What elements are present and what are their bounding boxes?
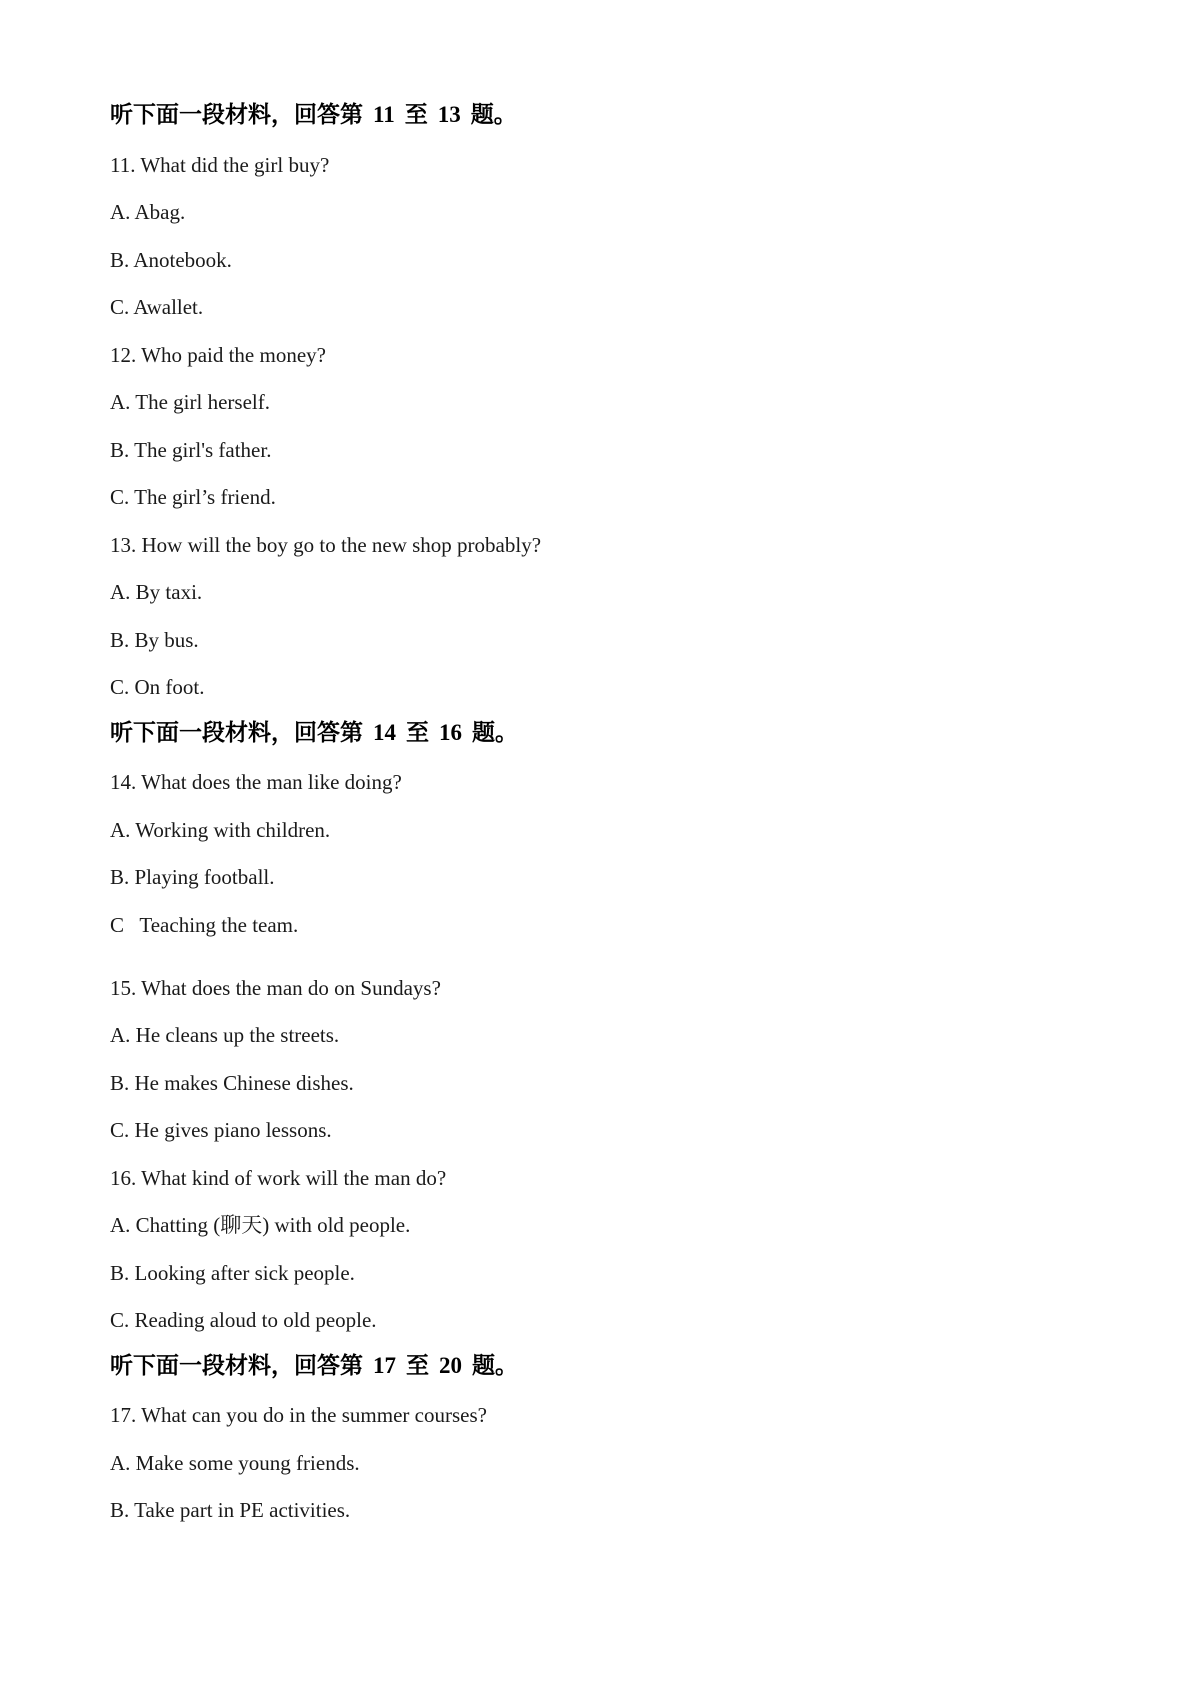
question-text: 15. What does the man do on Sundays? (110, 976, 441, 1000)
option-text: A. He cleans up the streets. (110, 1023, 340, 1047)
option-text: C. He gives piano lessons. (110, 1118, 332, 1142)
section-heading: 听下面一段材料，回答第 17 至 20 题。 (110, 1353, 518, 1378)
section-heading: 听下面一段材料，回答第 14 至 16 题。 (110, 720, 518, 745)
option-text: B. By bus. (110, 628, 199, 652)
option-text: B. He makes Chinese dishes. (110, 1071, 354, 1095)
question-text: 11. What did the girl buy? (110, 153, 330, 177)
option-text: C. The girl’s friend. (110, 485, 276, 509)
option-text: C. On foot. (110, 675, 205, 699)
option-text: C. Awallet. (110, 295, 204, 319)
question-text: 17. What can you do in the summer courses? (110, 1403, 487, 1427)
option-text: B. Anotebook. (110, 248, 232, 272)
option-text: A. Abag. (110, 200, 186, 224)
option-text: C. Reading aloud to old people. (110, 1308, 377, 1332)
option-text: B. Playing football. (110, 865, 275, 889)
option-text: A. Make some young friends. (110, 1451, 360, 1475)
option-text: B. Take part in PE activities. (110, 1498, 351, 1522)
question-text: 12. Who paid the money? (110, 343, 326, 367)
option-text: A. Chatting (聊天) with old people. (110, 1213, 411, 1237)
option-text: A. By taxi. (110, 580, 203, 604)
section-heading: 听下面一段材料，回答第 11 至 13 题。 (110, 102, 517, 127)
question-text: 16. What kind of work will the man do? (110, 1166, 447, 1190)
option-text: B. The girl's father. (110, 438, 272, 462)
option-text: A. Working with children. (110, 818, 331, 842)
option-text: C Teaching the team. (110, 913, 299, 937)
option-text: B. Looking after sick people. (110, 1261, 355, 1285)
question-text: 14. What does the man like doing? (110, 770, 402, 794)
option-text: A. The girl herself. (110, 390, 270, 414)
question-text: 13. How will the boy go to the new shop probably? (110, 533, 542, 557)
